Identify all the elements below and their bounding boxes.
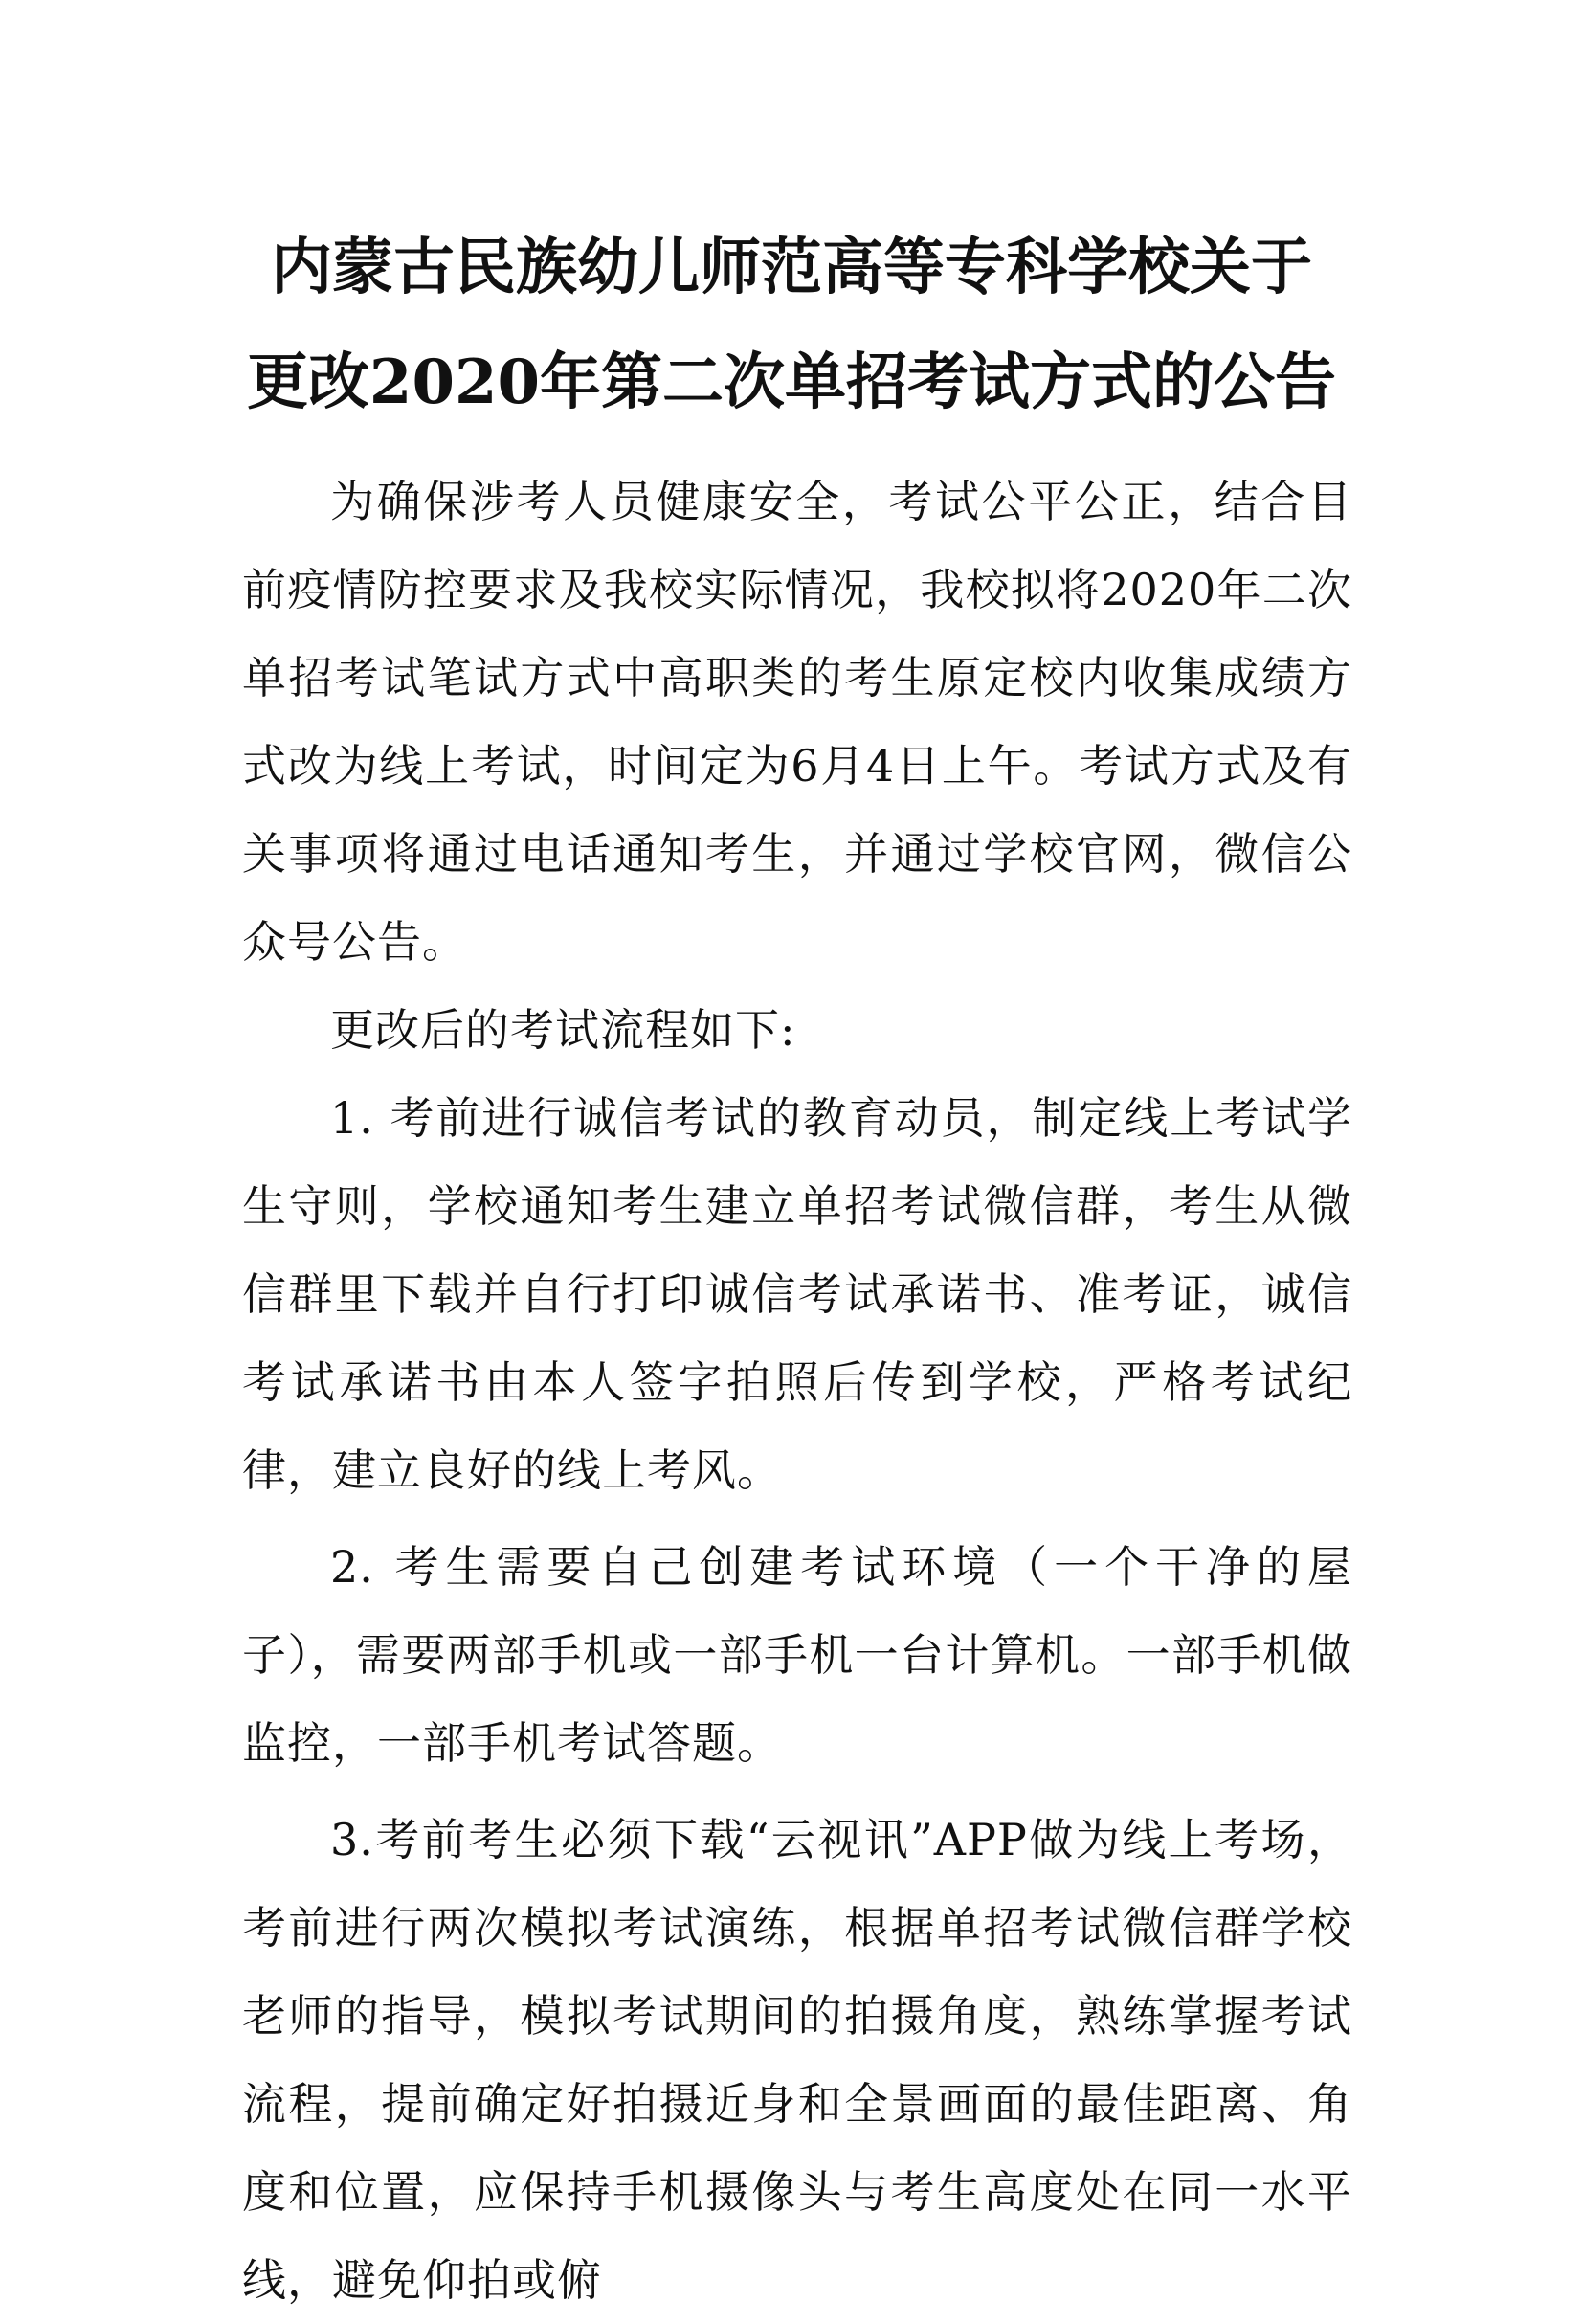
document-body: [242, 458, 1352, 2324]
paragraph-intro: 为确保涉考人员健康安全，考试公平公正，结合目前疫情防控要求及我校实际情况，我校拟将2020年二次单招考试笔试方式中高职类的考生原定校内收集成绩方式改为线上考试，时间定为6月4日上午。考试方式及有关事项将通过电话通知考生，并通过学校官网，微信公众号公告。: [242, 476, 1352, 968]
paragraph-step-3: 3.考前考生必须下载“云视讯”APP做为线上考场，考前进行两次模拟考试演练，根据单招考试微信群学校老师的指导，模拟考试期间的拍摄角度，熟练掌握考试流程，提前确定好拍摄近身和全景画面的最佳距离、角度和位置，应保持手机摄像头与考生高度处在同一水平线，避免仰拍或俯: [242, 1814, 1352, 2306]
document-title: [0, 211, 1583, 440]
title-line-2: 更改2020年第二次单招考试方式的公告: [246, 346, 1337, 418]
title-line-1: 内蒙古民族幼儿师范高等专科学校关于: [271, 232, 1312, 303]
paragraph-step-2: 2. 考生需要自己创建考试环境（一个干净的屋子），需要两部手机或一部手机一台计算机。一部手机做监控，一部手机考试答题。: [242, 1541, 1352, 1769]
paragraph-step-1: 1. 考前进行诚信考试的教育动员，制定线上考试学生守则，学校通知考生建立单招考试微信群，考生从微信群里下载并自行打印诚信考试承诺书、准考证，诚信考试承诺书由本人签字拍照后传到学校，严格考试纪律，建立良好的线上考风。: [242, 1092, 1352, 1496]
paragraph-process-heading: 更改后的考试流程如下:: [330, 1004, 796, 1056]
